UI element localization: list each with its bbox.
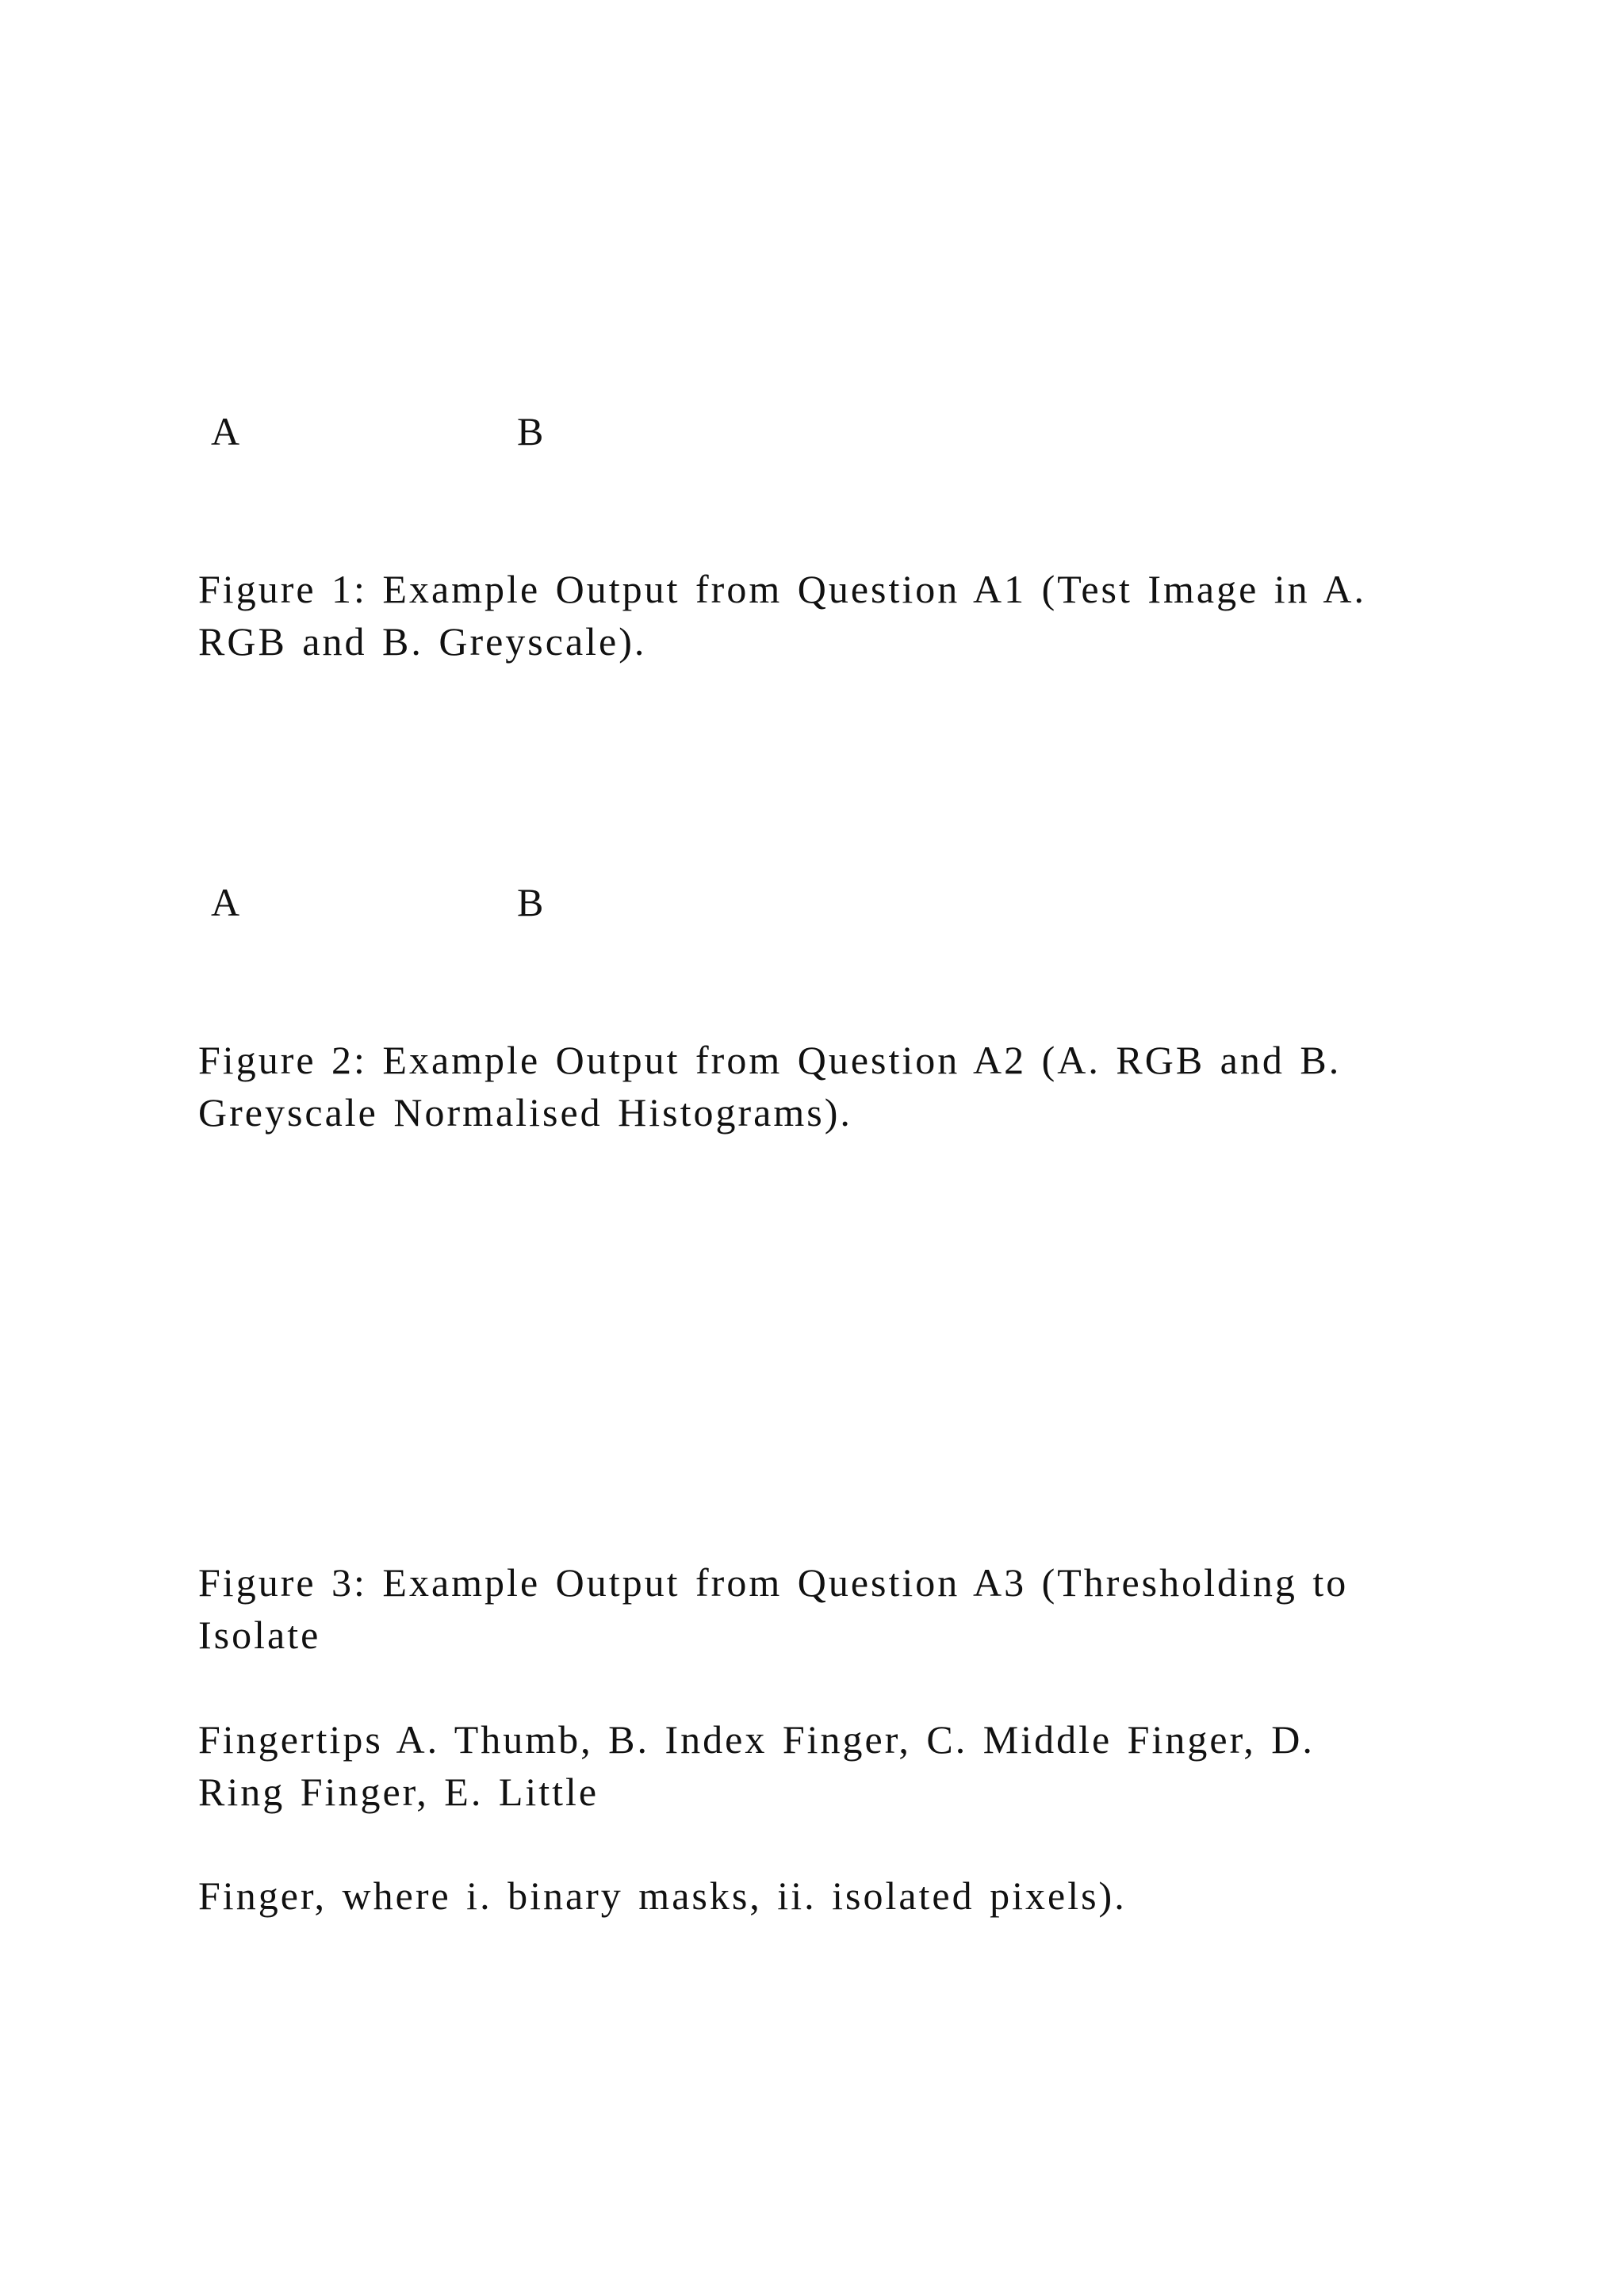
figure3-caption-line: Ring Finger, E. Little <box>198 1770 599 1814</box>
figure1-caption-line: RGB and B. Greyscale). <box>198 619 647 664</box>
figure2-panel-a-label: A <box>211 880 241 924</box>
figure2-caption-line: Figure 2: Example Output from Question A2 (A. RGB and B. <box>198 1038 1342 1082</box>
figure2-caption <box>198 1034 1435 1138</box>
figure2-caption-line: Greyscale Normalised Histograms). <box>198 1090 852 1135</box>
figure3-caption-line: Isolate <box>198 1613 321 1657</box>
figure3-caption-paragraph-1 <box>198 1556 1435 1661</box>
figure1-panel-b-label: B <box>517 409 545 453</box>
figure3-caption-paragraph-2 <box>198 1713 1435 1818</box>
figure3-caption-line: Fingertips A. Thumb, B. Index Finger, C. Middle Finger, D. <box>198 1717 1315 1762</box>
figure2-panel-b-label: B <box>517 880 545 924</box>
figure3-caption-paragraph-3 <box>198 1869 1435 1922</box>
figure1-panel-a-label: A <box>211 409 241 453</box>
figure3-caption-line: Figure 3: Example Output from Question A3 (Thresholding to <box>198 1560 1349 1605</box>
figure3-caption-line: Finger, where i. binary masks, ii. isolated pixels). <box>198 1873 1127 1918</box>
figure1-caption <box>198 563 1435 668</box>
figure1-caption-line: Figure 1: Example Output from Question A1 (Test Image in A. <box>198 567 1367 611</box>
